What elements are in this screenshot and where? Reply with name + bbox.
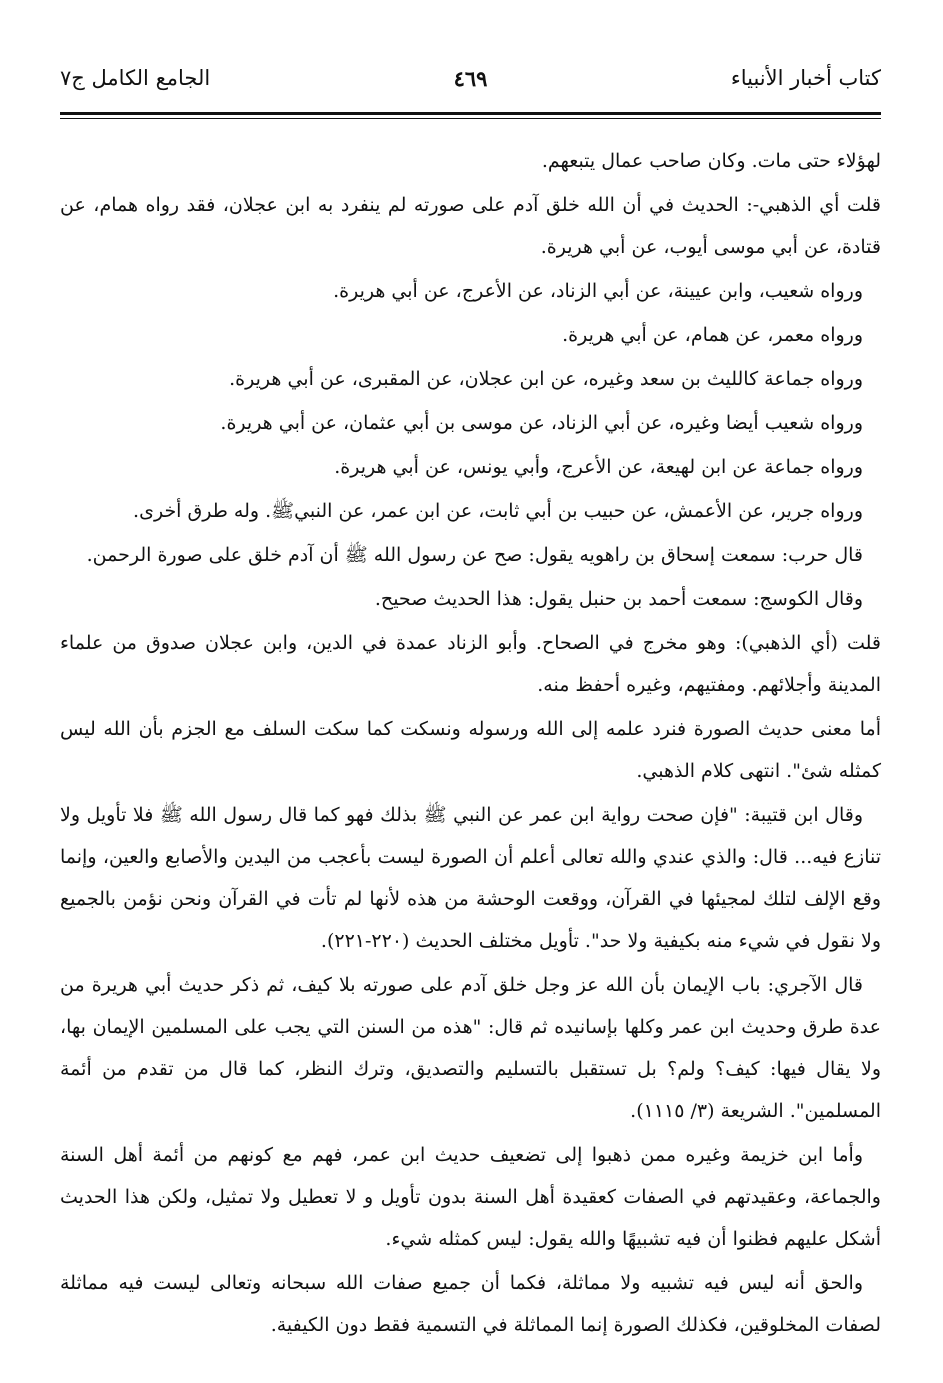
paragraph: قال الآجري: باب الإيمان بأن الله عز وجل خلق آدم على صورته بلا كيف، ثم ذكر حديث أبي هريرة من عدة طرق وحديث ابن عمر وكلها بإسانيده ثم قال: "هذه من السنن التي يجب على المسلمين الإيمان بها، ولا يقال فيها: كيف؟ ولم؟ بل تستقبل بالتسليم والتصديق، وترك النظر، كما قال من تقدم من أئمة المسلمين". الشريعة (٣/ ١١١٥). xyxy=(60,974,881,1122)
header-rule-thick xyxy=(60,112,881,115)
paragraph: ورواه جماعة كالليث بن سعد وغيره، عن ابن عجلان، عن المقبرى، عن أبي هريرة. xyxy=(229,368,863,390)
header-rule-thin xyxy=(60,118,881,119)
paragraph: ورواه شعيب، وابن عيينة، عن أبي الزناد، عن الأعرج، عن أبي هريرة. xyxy=(333,280,863,302)
paragraph: أما معنى حديث الصورة فنرد علمه إلى الله ورسوله ونسكت كما سكت السلف مع الجزم بأن الله ليس كمثله شئ". انتهى كلام الذهبي. xyxy=(60,718,881,782)
paragraph: وقال الكوسج: سمعت أحمد بن حنبل يقول: هذا الحديث صحيح. xyxy=(374,588,863,610)
paragraph: ورواه شعيب أيضا وغيره، عن أبي الزناد، عن موسى بن أبي عثمان، عن أبي هريرة. xyxy=(220,412,863,434)
paragraph: ورواه جرير، عن الأعمش، عن حبيب بن أبي ثابت، عن ابن عمر، عن النبيﷺ. وله طرق أخرى. xyxy=(133,500,863,522)
paragraph: وأما ابن خزيمة وغيره ممن ذهبوا إلى تضعيف حديث ابن عمر، فهم مع كونهم من أئمة أهل السنة والجماعة، وعقيدتهم في الصفات كعقيدة أهل السنة بدون تأويل و لا تعطيل ولا تمثيل، ولكن هذا الحديث أشكل عليهم فظنوا أن فيه تشبيهًا والله يقول: ليس كمثله شيء. xyxy=(60,1144,881,1250)
body-text xyxy=(60,140,881,1348)
paragraph: والحق أنه ليس فيه تشبيه ولا مماثلة، فكما أن جميع صفات الله سبحانه وتعالى ليست فيه مماثلة لصفات المخلوقين، فكذلك الصورة إنما المماثلة في التسمية فقط دون الكيفية. xyxy=(60,1272,881,1336)
series-title: الجامع الكامل ج٧ xyxy=(60,66,211,90)
paragraph: ورواه معمر، عن همام، عن أبي هريرة. xyxy=(562,324,863,346)
paragraph: ورواه جماعة عن ابن لهيعة، عن الأعرج، وأبي يونس، عن أبي هريرة. xyxy=(334,456,863,478)
paragraph: قال حرب: سمعت إسحاق بن راهويه يقول: صح عن رسول الله ﷺ أن آدم خلق على صورة الرحمن. xyxy=(86,544,863,566)
paragraph: قلت أي الذهبي-: الحديث في أن الله خلق آدم على صورته لم ينفرد به ابن عجلان، فقد رواه همام، عن قتادة، عن أبي موسى أيوب، عن أبي هريرة. xyxy=(60,194,881,258)
paragraph: لهؤلاء حتى مات. وكان صاحب عمال يتبعهم. xyxy=(541,150,881,172)
paragraph: وقال ابن قتيبة: "فإن صحت رواية ابن عمر عن النبي ﷺ بذلك فهو كما قال رسول الله ﷺ فلا تأويل ولا تنازع فيه... قال: والذي عندي والله تعالى أعلم أن الصورة ليست بأعجب من اليدين والأصابع والعين، وإنما وقع الإلف لتلك لمجيئها في القرآن، ووقعت الوحشة من هذه لأنها لم تأت في القرآن ونحن نؤمن بالجميع ولا نقول في شيء منه بكيفية ولا حد". تأويل مختلف الحديث (٢٢٠-٢٢١). xyxy=(60,804,881,952)
book-title: كتاب أخبار الأنبياء xyxy=(730,66,881,90)
page-number: ٤٦٩ xyxy=(453,66,488,91)
page-header xyxy=(60,66,881,100)
paragraph: قلت (أي الذهبي): وهو مخرج في الصحاح. وأبو الزناد عمدة في الدين، وابن عجلان صدوق من علماء المدينة وأجلائهم. ومفتيهم، وغيره أحفظ منه. xyxy=(60,632,881,696)
